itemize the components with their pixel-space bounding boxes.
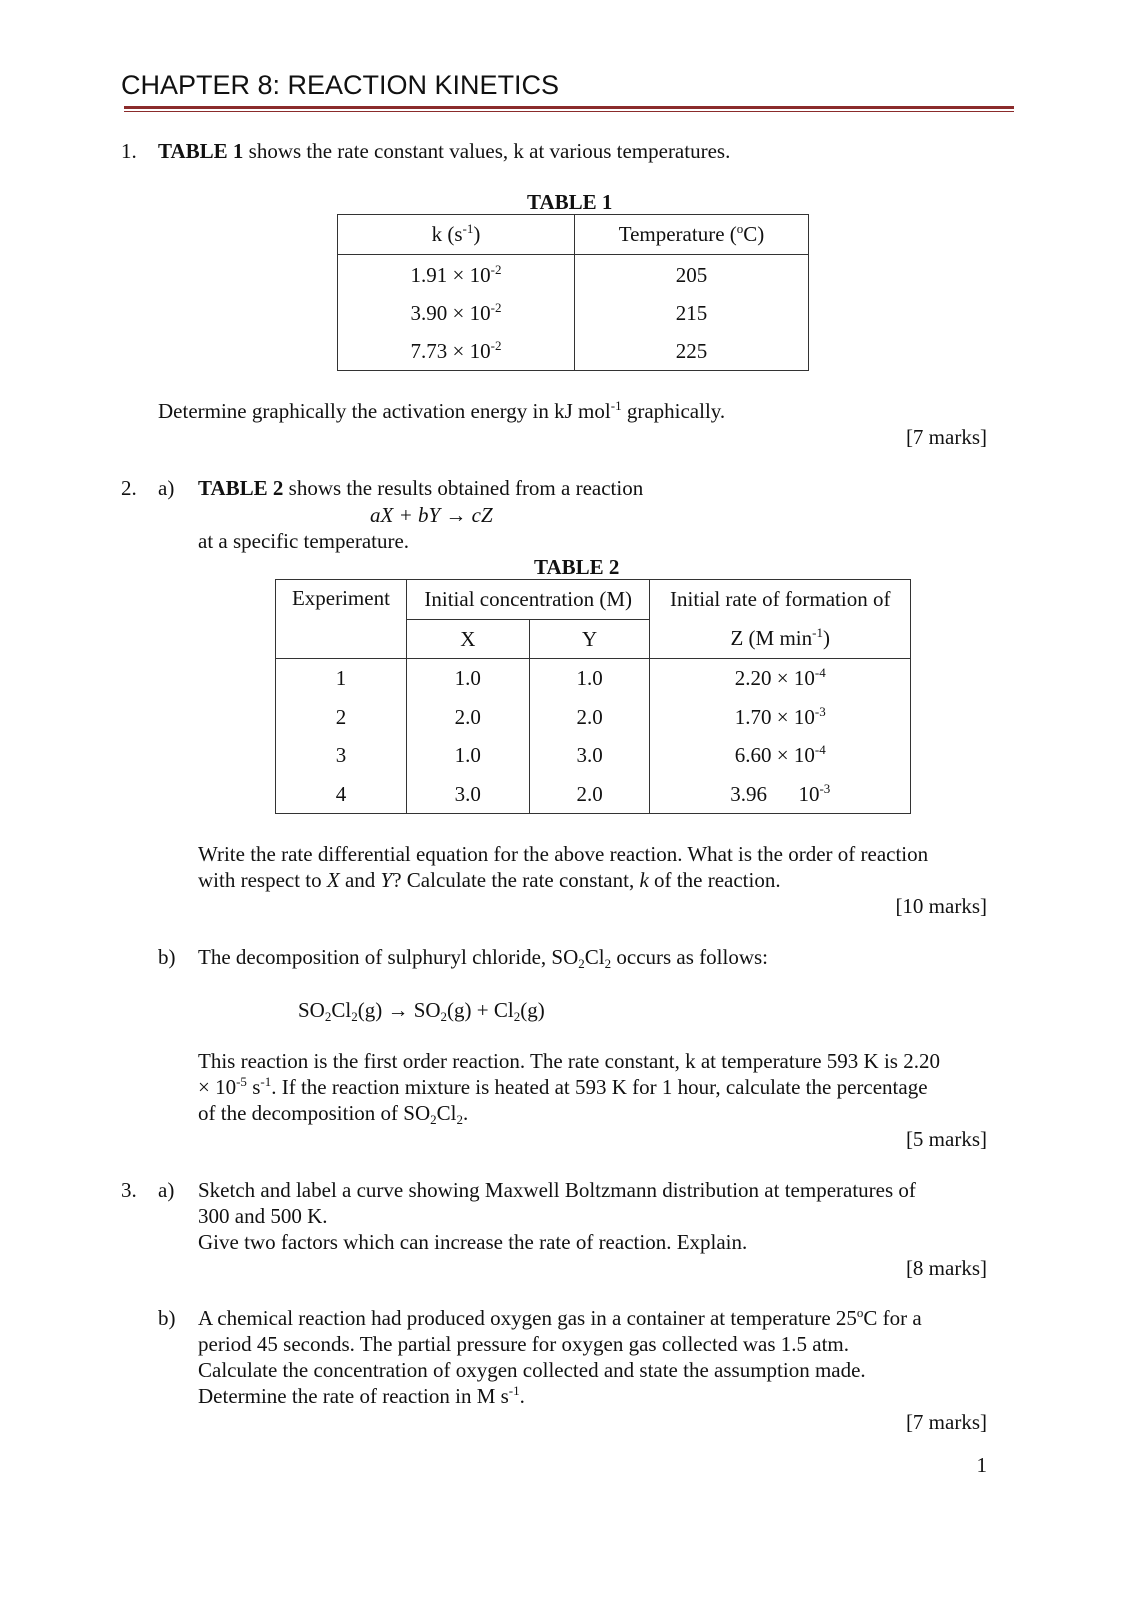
q1-question: Determine graphically the activation energy in kJ mol$^{-1}$ graphically. <box>158 398 726 423</box>
q3-number: 3. <box>121 1178 137 1202</box>
table-cell: 3.0 <box>454 781 481 806</box>
table2-col-rate-unit: Z (M $\min^{-1}$) <box>650 620 911 659</box>
q3a-line3: Give two factors which can increase the rate of reaction. Explain. <box>198 1230 748 1254</box>
table1-title: TABLE 1 <box>527 190 613 214</box>
q2a-lead: TABLE 2 shows the results obtained from a reaction <box>198 476 644 500</box>
table1-temp-values <box>575 255 809 371</box>
table1-col-temp: Temperature ($^o$C) <box>575 215 809 255</box>
table-cell: 1.0 <box>454 666 481 690</box>
q2a-subtext: at a specific temperature. <box>198 529 410 553</box>
table-cell: $3.90 \times 10^{-2}$ <box>410 299 502 325</box>
q3b-line1: A chemical reaction had produced oxygen gas in a container at temperature 25$^o$C for a <box>198 1305 922 1330</box>
q3a-label: a) <box>158 1178 175 1202</box>
table2-col-concentration: Initial concentration (M) <box>406 580 650 620</box>
q2a-question-line2: with respect to X and Y? Calculate the rate constant, k of the reaction. <box>198 868 781 892</box>
table2 <box>275 579 911 814</box>
page-title: CHAPTER 8: REACTION KINETICS <box>121 70 560 100</box>
q2b-label: b) <box>158 945 176 969</box>
table-cell: 205 <box>675 262 708 287</box>
table2-col-experiment: Experiment <box>276 580 407 659</box>
q2a-question-line1: Write the rate differential equation for the above reaction. What is the order of reaction <box>198 842 929 866</box>
q1-lead: TABLE 1 shows the rate constant values, k at various temperatures. <box>158 139 731 163</box>
q3b-marks: [7 marks] <box>905 1410 987 1434</box>
q2b-line1: The decomposition of sulphuryl chloride, $SO_2Cl_2$ occurs as follows: <box>198 945 769 971</box>
table2-col-x: X <box>406 620 529 659</box>
table2-exp-values <box>276 659 407 814</box>
table-cell: 215 <box>675 300 708 325</box>
title-rule-thick <box>124 106 1014 109</box>
q1-marks: [7 marks] <box>905 425 987 449</box>
table2-y-values <box>529 659 650 814</box>
q2a-label: a) <box>158 476 175 500</box>
table-cell: 3.0 <box>576 743 603 767</box>
table-cell: 2 <box>335 704 347 729</box>
q2b-para-line3: of the decomposition of $SO_2Cl_2$. <box>198 1101 469 1127</box>
table-cell: $1.70 \times 10^{-3}$ <box>734 703 826 729</box>
table2-col-rate: Initial rate of formation of <box>650 580 911 620</box>
table-cell: 1.0 <box>454 743 481 767</box>
table2-col-y: Y <box>529 620 650 659</box>
q1-number: 1. <box>121 139 137 163</box>
q2b-marks: [5 marks] <box>905 1127 987 1151</box>
table2-title: TABLE 2 <box>534 555 620 579</box>
table-cell: $7.73 \times 10^{-2}$ <box>410 337 502 363</box>
table-cell: $2.20 \times 10^{-4}$ <box>734 665 826 690</box>
table-cell: 225 <box>675 338 708 363</box>
table-cell: 2.0 <box>576 704 603 729</box>
table-cell: 2.0 <box>454 704 481 729</box>
q3b-line4: Determine the rate of reaction in M $s^{-1}$. <box>198 1383 525 1408</box>
table2-rate-values <box>650 659 911 814</box>
table-cell: 3 <box>335 743 347 767</box>
q2a-equation: aX + bY → cZ <box>370 503 493 527</box>
q2b-para-line1: This reaction is the first order reaction. The rate constant, k at temperature 593 K is 2.20 <box>198 1049 940 1073</box>
q3a-line2: 300 and 500 K. <box>198 1204 328 1228</box>
page-number: 1 <box>976 1453 987 1477</box>
title-rule-thin <box>124 111 1014 112</box>
q3b-line2: period 45 seconds. The partial pressure for oxygen gas collected was 1.5 atm. <box>198 1332 849 1356</box>
table-cell: 1 <box>335 666 347 690</box>
table-cell: 1.0 <box>576 666 603 690</box>
q3a-marks: [8 marks] <box>905 1256 987 1280</box>
q3b-line3: Calculate the concentration of oxygen collected and state the assumption made. <box>198 1358 866 1382</box>
table1 <box>337 214 809 371</box>
table2-x-values <box>406 659 529 814</box>
q2a-marks: [10 marks] <box>895 894 987 918</box>
table-cell: $6.60 \times 10^{-4}$ <box>734 742 826 767</box>
table-cell: 4 <box>335 781 347 806</box>
q3a-line1: Sketch and label a curve showing Maxwell Boltzmann distribution at temperatures of <box>198 1178 916 1202</box>
table1-col-k: k $(s^{-1})$ <box>338 215 575 255</box>
table1-k-values <box>338 255 575 371</box>
table-cell: 2.0 <box>576 781 603 806</box>
q2-number: 2. <box>121 476 137 500</box>
table-cell: 3.96 $10^{-3}$ <box>730 780 831 806</box>
table-cell: $1.91 \times 10^{-2}$ <box>410 261 502 287</box>
q3b-label: b) <box>158 1306 176 1330</box>
q2b-equation: $SO_2Cl_2(g) \to SO_2(g) + Cl_2(g)$ <box>298 998 545 1024</box>
q2b-para-line2: × $10^{-5}$ $s^{-1}$. If the reaction mixture is heated at 593 K for 1 hour, calculate the percentage <box>198 1074 928 1099</box>
